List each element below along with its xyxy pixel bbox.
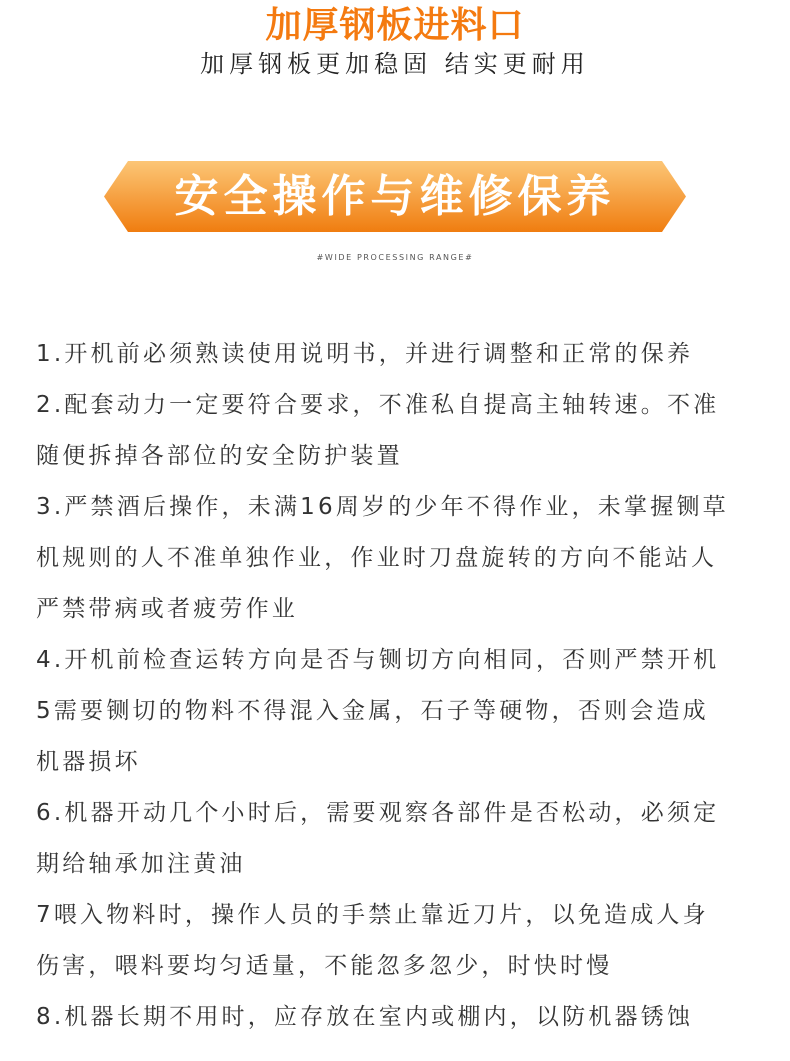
instruction-line: 伤害，喂料要均匀适量，不能忽多忽少，时快时慢 [36, 953, 613, 979]
caption: #WIDE PROCESSING RANGE# [316, 253, 474, 262]
instruction-line: 2.配套动力一定要符合要求，不准私自提高主轴转速。不准 [36, 392, 720, 418]
instruction-list [36, 329, 766, 1043]
instruction-line: 7喂入物料时，操作人员的手禁止靠近刀片，以免造成人身 [36, 902, 709, 928]
instruction-line: 5需要铡切的物料不得混入金属，石子等硬物，否则会造成 [36, 698, 709, 724]
banner-text: 安全操作与维修保养 [174, 171, 616, 222]
banner [104, 161, 686, 232]
instruction-line: 期给轴承加注黄油 [36, 851, 246, 877]
instruction-line: 机规则的人不准单独作业，作业时刀盘旋转的方向不能站人 [36, 545, 718, 571]
instruction-line: 机器损坏 [36, 749, 141, 775]
section-title: 加厚钢板进料口 [265, 5, 525, 46]
instruction-line: 严禁带病或者疲劳作业 [36, 596, 298, 622]
section-subtitle: 加厚钢板更加稳固 结实更耐用 [200, 50, 590, 78]
instruction-line: 4.开机前检查运转方向是否与铡切方向相同，否则严禁开机 [36, 647, 720, 673]
instruction-line: 1.开机前必须熟读使用说明书，并进行调整和正常的保养 [36, 341, 694, 367]
instruction-line: 8.机器长期不用时，应存放在室内或棚内，以防机器锈蚀 [36, 1004, 694, 1030]
instruction-line: 6.机器开动几个小时后，需要观察各部件是否松动，必须定 [36, 800, 720, 826]
instruction-line: 随便拆掉各部位的安全防护装置 [36, 443, 403, 469]
instruction-line: 3.严禁酒后操作，未满16周岁的少年不得作业，未掌握铡草 [36, 494, 729, 520]
